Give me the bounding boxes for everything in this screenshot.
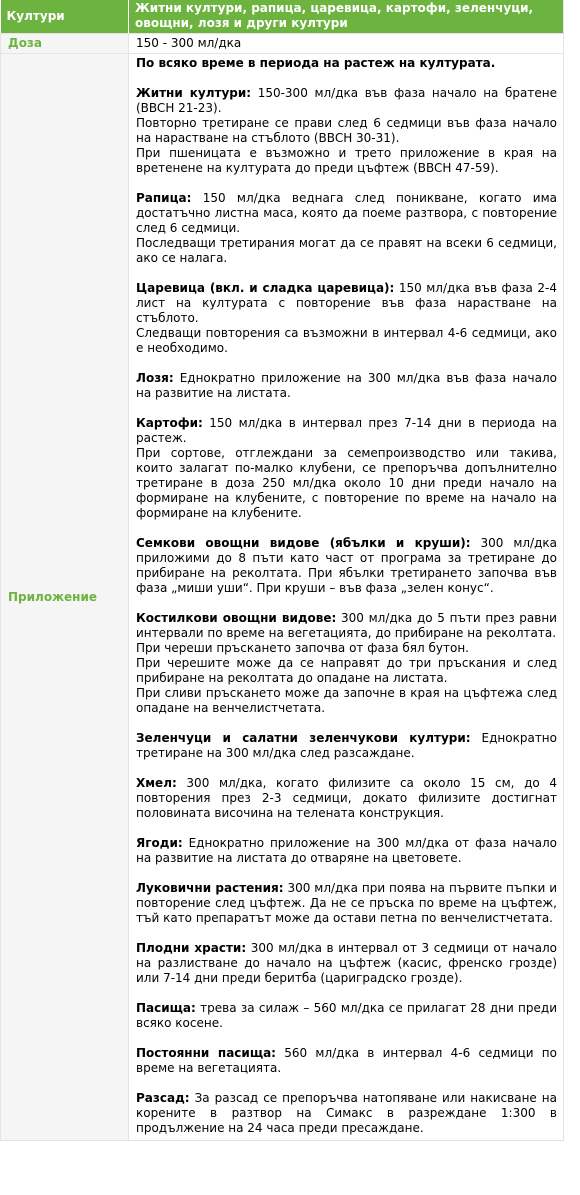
application-text: При пшеницата е възможно и трето приложение в края на вретенене на културата до преди цъфтеж (BBCH 47-59). (136, 146, 557, 175)
application-block (136, 941, 557, 986)
application-line (136, 536, 557, 596)
header-crops-label: Култури (1, 0, 129, 34)
application-text: 300 мл/дка, когато филизите са около 15 см, до 4 повторения през 2-3 седмици, докато филизите достигнат половината височина на телената конструкция. (136, 776, 557, 820)
dose-value: 150 - 300 мл/дка (129, 34, 564, 54)
application-text: 300 мл/дка при поява на първите пъпки и повторение след цъфтеж. Да не се пръска по време на цъфтеж, тъй като препаратът може да остави петна по венчелистчетата. (136, 881, 557, 925)
application-text: 150-300 мл/дка във фаза начало на братене (BBCH 21-23). (136, 86, 557, 115)
application-text: При череши пръскането започва от фаза бял бутон. (136, 641, 469, 655)
crop-term: Костилкови овощни видове: (136, 611, 337, 625)
application-text: 300 мл/дка в интервал от 3 седмици от начало на разлистване до начало на цъфтеж (касис, френско грозде) или 7-14 дни преди беритба (цариградско грозде). (136, 941, 557, 985)
application-line (136, 236, 557, 266)
application-line (136, 656, 557, 686)
application-text: Еднократно третиране на 300 мл/дка след разсаждане. (136, 731, 557, 760)
header-crops-list: Житни култури, рапица, царевица, картофи, зеленчуци, овощни, лозя и други култури (129, 0, 564, 34)
application-line (136, 731, 557, 761)
application-line (136, 686, 557, 716)
application-line (136, 641, 557, 656)
application-text: При сливи пръскането може да започне в края на цъфтежа след опадане на венчелистчетата. (136, 686, 557, 715)
application-block (136, 1046, 557, 1076)
crop-term: Житни култури: (136, 86, 252, 100)
crop-term: Плодни храсти: (136, 941, 247, 955)
application-block (136, 836, 557, 866)
application-line (136, 416, 557, 446)
crop-term: Семкови овощни видове (ябълки и круши): (136, 536, 471, 550)
application-block (136, 881, 557, 926)
crop-term: Постоянни пасища: (136, 1046, 276, 1060)
application-block (136, 536, 557, 596)
application-line (136, 146, 557, 176)
application-blocks (136, 86, 557, 1136)
crop-term: Луковични растения: (136, 881, 284, 895)
application-line (136, 611, 557, 641)
application-line (136, 941, 557, 986)
application-line (136, 281, 557, 326)
application-block (136, 731, 557, 761)
application-text: трева за силаж – 560 мл/дка се прилагат 28 дни преди всяко косене. (136, 1001, 557, 1030)
application-line (136, 116, 557, 146)
application-text: Еднократно приложение на 300 мл/дка от фаза начало на развитие на листата до отваряне на цветовете. (136, 836, 557, 865)
application-block (136, 86, 557, 176)
application-line (136, 776, 557, 821)
application-line (136, 881, 557, 926)
application-text: 560 мл/дка в интервал 4-6 седмици по време на вегетацията. (136, 1046, 557, 1075)
application-block (136, 611, 557, 716)
application-text: Еднократно приложение на 300 мл/дка във фаза начало на развитие на листата. (136, 371, 557, 400)
application-line (136, 326, 557, 356)
crop-term: Царевица (вкл. и сладка царевица): (136, 281, 395, 295)
application-intro: По всяко време в периода на растеж на културата. (136, 56, 496, 70)
crop-term: Зеленчуци и салатни зеленчукови култури: (136, 731, 471, 745)
application-text: 150 мл/дка във фаза 2-4 лист на културата с повторение във фаза нарастване на стъблото. (136, 281, 557, 325)
crop-term: Картофи: (136, 416, 203, 430)
application-line (136, 446, 557, 521)
application-text: 150 мл/дка веднага след поникване, когато има достатъчно листна маса, която да поеме разтвора, с повторение след 6 седмици. (136, 191, 557, 235)
application-text: 300 мл/дка приложими до 8 пъти като част от програма за третиране до прибиране на реколтата. При ябълки третирането започва във фаза „миши уши“. При круши – във фаза „зелен конус“. (136, 536, 557, 595)
application-label: Приложение (1, 54, 129, 1141)
crop-term: Рапица: (136, 191, 192, 205)
application-line (136, 1046, 557, 1076)
application-text: Последващи третирания могат да се правят на всеки 6 седмици, ако се налага. (136, 236, 557, 265)
application-block (136, 1091, 557, 1136)
crop-term: Хмел: (136, 776, 177, 790)
application-text: При черешите може да се направят до три пръскания и след прибиране на реколтата до опадане на листата. (136, 656, 557, 685)
application-line (136, 836, 557, 866)
application-block (136, 371, 557, 401)
table-header-row (1, 0, 564, 34)
application-block (136, 776, 557, 821)
application-text: Следващи повторения са възможни в интервал 4-6 седмици, ако е необходимо. (136, 326, 557, 355)
application-text: 300 мл/дка до 5 пъти през равни интервали по време на вегетацията, до прибиране на реколтата. (136, 611, 557, 640)
application-block (136, 1001, 557, 1031)
crop-term: Разсад: (136, 1091, 190, 1105)
dose-label: Доза (1, 34, 129, 54)
crop-term: Лозя: (136, 371, 174, 385)
application-line (136, 1091, 557, 1136)
application-block (136, 281, 557, 356)
application-text: За разсад се препоръчва натопяване или накисване на корените в разтвор на Симакс в разреждане 1:300 в продължение на 24 часа преди пресаждане. (136, 1091, 557, 1135)
application-block (136, 191, 557, 266)
application-line (136, 191, 557, 236)
application-content (129, 54, 564, 1141)
application-line (136, 86, 557, 116)
crop-term: Пасища: (136, 1001, 196, 1015)
application-row (1, 54, 564, 1141)
dose-row (1, 34, 564, 54)
application-text: Повторно третиране се прави след 6 седмици във фаза начало на нарастване на стъблото (BBCH 30-31). (136, 116, 557, 145)
application-block (136, 416, 557, 521)
application-text: 150 мл/дка в интервал през 7-14 дни в периода на растеж. (136, 416, 557, 445)
application-line (136, 1001, 557, 1031)
application-text: При сортове, отглеждани за семепроизводство или такива, които залагат по-малко клубени, се препоръчва допълнително третиране в доза 250 мл/дка около 10 дни преди начало на формиране на клубените, с повторение по време на начало на формиране на клубените. (136, 446, 557, 520)
crop-term: Ягоди: (136, 836, 183, 850)
application-line (136, 371, 557, 401)
